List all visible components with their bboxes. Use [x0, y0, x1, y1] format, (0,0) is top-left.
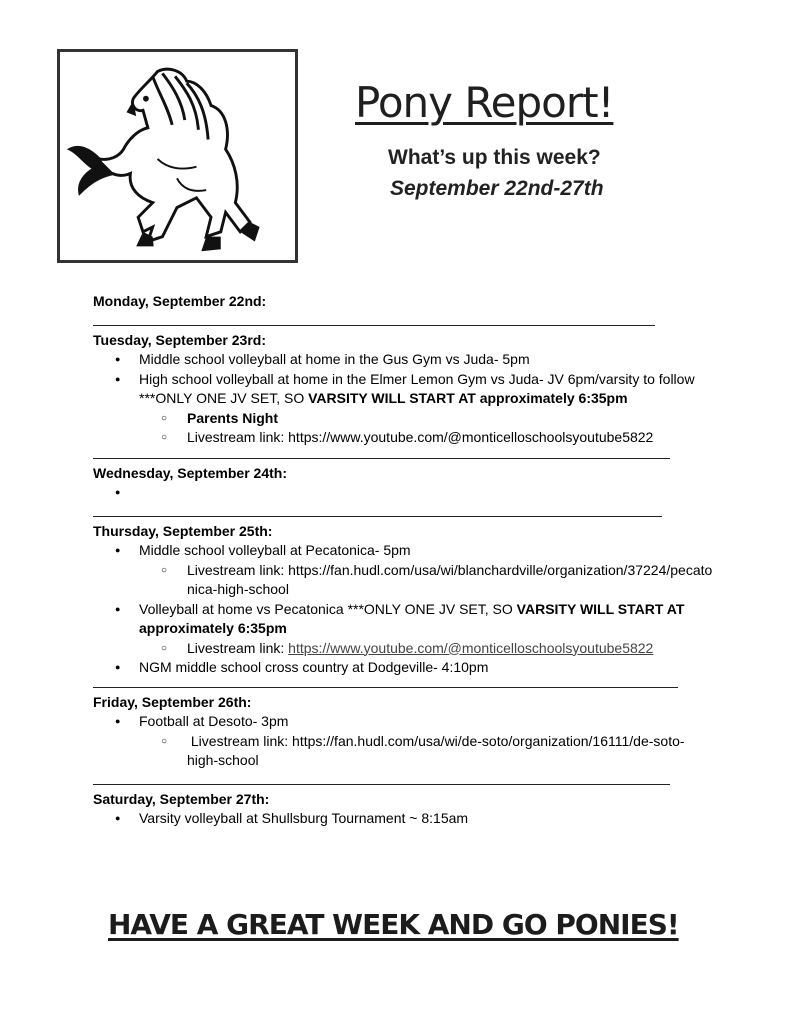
mustang-horse-icon	[60, 52, 295, 260]
day-heading-thursday: Thursday, September 25th:	[93, 522, 273, 539]
day-heading-monday: Monday, September 22nd:	[93, 293, 267, 309]
day-heading-saturday: Saturday, September 27th:	[93, 790, 270, 807]
day-heading-tuesday: Tuesday, September 23rd:	[93, 331, 266, 348]
list-item	[93, 370, 713, 448]
list-item	[93, 600, 713, 659]
list-item: ● Middle school volleyball at home in the Gus Gym vs Juda- 5pm	[93, 350, 713, 370]
page-subtitle: What’s up this week?	[388, 146, 601, 169]
sub-list-item: ○ Parents Night	[139, 409, 713, 429]
list-item-bold-text: VARSITY WILL START AT approximately 6:35pm	[139, 600, 685, 636]
list-item-text: High school volleyball at home in the Elmer Lemon Gym vs Juda- JV 6pm/varsity to follow ***ONLY ONE JV SET, SO	[139, 370, 695, 406]
day-tuesday	[93, 331, 713, 448]
list-item: ● NGM middle school cross country at Dodgeville- 4:10pm	[93, 658, 713, 678]
date-range: September 22nd-27th	[390, 177, 604, 200]
day-friday	[93, 693, 713, 771]
list-item-text: Middle school volleyball at Pecatonica- 5pm	[139, 542, 411, 558]
list-item: ● Varsity volleyball at Shullsburg Tournament ~ 8:15am	[93, 809, 713, 829]
list-item-text: Football at Desoto- 3pm	[139, 713, 289, 729]
list-item-text: Volleyball at home vs Pecatonica ***ONLY ONE JV SET, SO	[139, 600, 517, 617]
sub-list-item: ○ Livestream link: https://fan.hudl.com/usa/wi/blanchardville/organization/37224/pecatonica-high-school	[139, 561, 713, 600]
list-item-bold-text: VARSITY WILL START AT approximately 6:35pm	[308, 390, 628, 406]
footer-message: HAVE A GREAT WEEK AND GO PONIES!	[108, 908, 679, 941]
page-title: Pony Report!	[355, 78, 614, 127]
day-thursday	[93, 522, 713, 678]
day-wednesday	[93, 464, 713, 503]
day-saturday	[93, 790, 713, 829]
sub-list-item: ○ Livestream link: https://fan.hudl.com/usa/wi/de-soto/organization/16111/de-soto-high-school	[139, 732, 713, 771]
sub-list-item: ○ Livestream link: https://www.youtube.com/@monticelloschoolsyoutube5822	[139, 428, 713, 448]
list-item	[93, 541, 713, 600]
mustang-logo	[57, 49, 298, 263]
empty-list-item	[93, 483, 713, 503]
day-heading-wednesday: Wednesday, September 24th:	[93, 464, 287, 481]
day-monday	[93, 292, 713, 312]
day-heading-friday: Friday, September 26th:	[93, 693, 252, 710]
livestream-label: Livestream link:	[187, 639, 289, 656]
sub-list-item	[139, 639, 713, 659]
livestream-link[interactable]: https://www.youtube.com/@monticelloschoolsyoutube5822	[288, 639, 654, 656]
list-item	[93, 712, 713, 771]
weekly-schedule	[93, 292, 713, 829]
